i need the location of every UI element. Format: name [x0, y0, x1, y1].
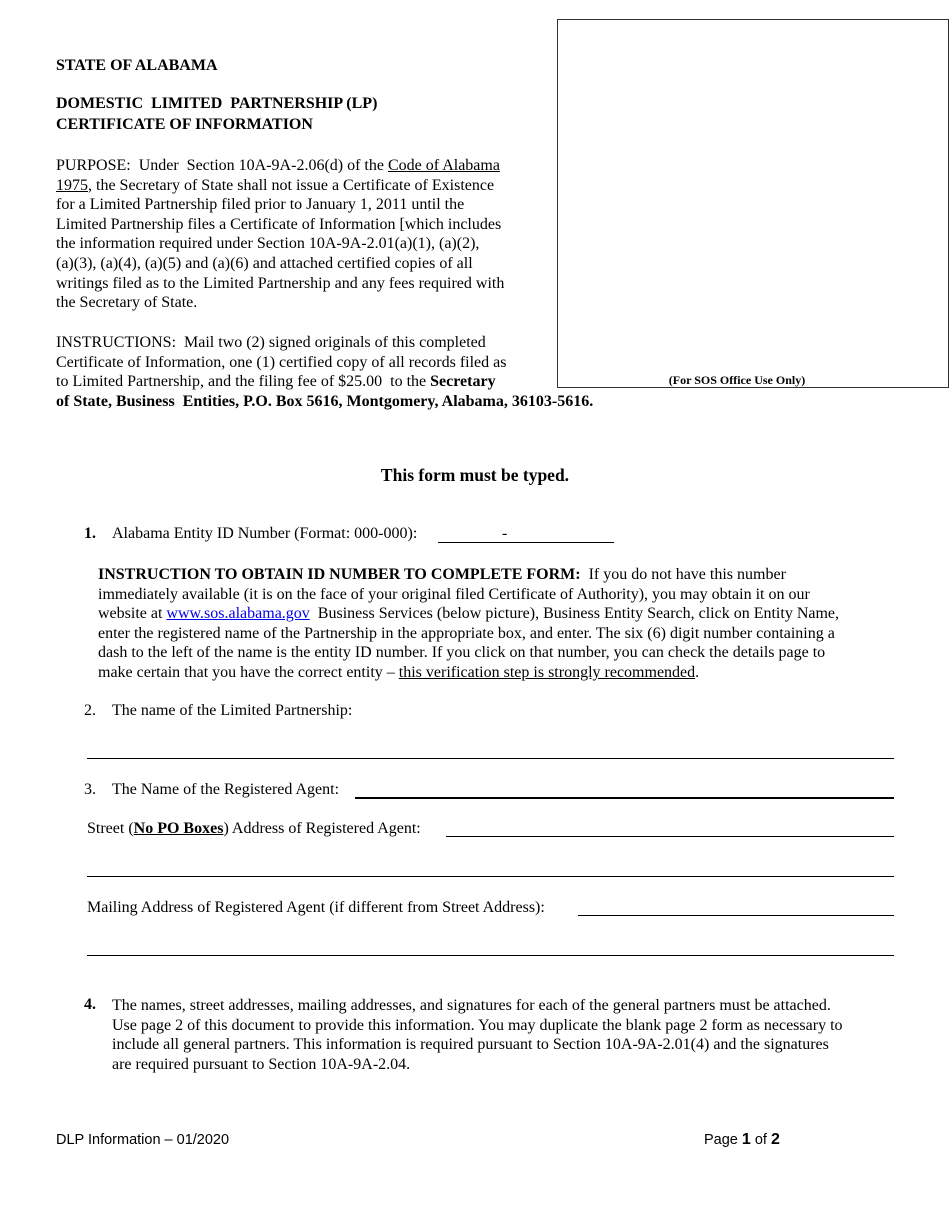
- id-instruction-line6: make certain that you have the correct entity –: [98, 663, 399, 681]
- page-total: 2: [770, 1131, 780, 1148]
- item4-line1: The names, street addresses, mailing addresses, and signatures for each of the general partners must be attached.: [112, 997, 831, 1014]
- id-instruction-line5: dash to the left of the name is the entity ID number. If you click on that number, you can check the details page to: [98, 644, 826, 662]
- id-instruction-line3-pre: website at: [98, 605, 167, 623]
- item4-line3: include all general partners. This information is required pursuant to Section 10A-9A-2.01(4) and the signatures: [112, 1036, 829, 1054]
- item3-number: 3.: [84, 781, 96, 798]
- id-instruction-heading: INSTRUCTION TO OBTAIN ID NUMBER TO COMPLETE FORM:: [98, 566, 581, 583]
- entity-id-label: Alabama Entity ID Number (Format: 000-000):: [112, 525, 418, 542]
- street-address-field-line2[interactable]: [87, 876, 894, 877]
- purpose-intro: PURPOSE: Under Section 10A-9A-2.06(d) of the: [56, 157, 388, 174]
- state-heading: STATE OF ALABAMA: [56, 57, 218, 74]
- verification-note: this verification step is strongly recommended: [398, 663, 696, 681]
- instructions-line3: to Limited Partnership, and the filing fee of $25.00 to the: [56, 373, 431, 391]
- instructions-secretary: Secretary: [430, 373, 496, 391]
- id-instruction-line4: enter the registered name of the Partnership in the appropriate box, and enter. The six (6) digit number containing a: [98, 624, 835, 642]
- instructions-line2: Certificate of Information, one (1) certified copy of all records filed as: [56, 353, 507, 371]
- purpose-line2: , the Secretary of State shall not issue a Certificate of Existence: [88, 176, 495, 194]
- page-current: 1: [741, 1131, 751, 1148]
- form-title-line2: CERTIFICATE OF INFORMATION: [56, 116, 313, 133]
- purpose-paragraph: [56, 156, 551, 313]
- page-number: [704, 1131, 780, 1149]
- registered-agent-label: The Name of the Registered Agent:: [112, 781, 340, 798]
- item4-line2: Use page 2 of this document to provide this information. You may duplicate the blank page 2 form as necessary to: [112, 1016, 843, 1034]
- street-address-pre: Street (: [87, 820, 134, 837]
- general-partners-paragraph: [112, 996, 894, 1074]
- partnership-name-field[interactable]: [87, 758, 894, 759]
- form-title-line1: DOMESTIC LIMITED PARTNERSHIP (LP): [56, 95, 378, 112]
- form-id-footer: DLP Information – 01/2020: [56, 1132, 230, 1148]
- entity-id-field[interactable]: [438, 542, 614, 543]
- id-instruction-block: [98, 565, 894, 683]
- purpose-line8: the Secretary of State.: [56, 294, 198, 312]
- item2-number: 2.: [84, 702, 96, 719]
- instructions-paragraph: [56, 333, 676, 411]
- purpose-line7: writings filed as to the Limited Partnership and any fees required with: [56, 274, 505, 292]
- purpose-line5: the information required under Section 10A-9A-2.01(a)(1), (a)(2),: [56, 235, 480, 253]
- street-address-field[interactable]: [446, 836, 894, 837]
- sos-website-link[interactable]: www.sos.alabama.gov: [166, 605, 310, 623]
- id-instruction-line2: immediately available (it is on the face of your original filed Certificate of Authority), you may obtain it on our: [98, 585, 810, 603]
- id-instruction-line3-rest: Business Services (below picture), Business Entity Search, click on Entity Name,: [309, 605, 840, 623]
- instructions-line1: INSTRUCTIONS: Mail two (2) signed originals of this completed: [56, 334, 486, 351]
- id-instruction-line1: If you do not have this number: [580, 566, 786, 583]
- sos-office-use-label: (For SOS Office Use Only): [668, 373, 806, 387]
- street-address-label: [87, 820, 421, 838]
- registered-agent-field[interactable]: [355, 797, 894, 799]
- mailing-address-field-line2[interactable]: [87, 955, 894, 956]
- mailing-address-label: Mailing Address of Registered Agent (if different from Street Address):: [87, 899, 545, 916]
- item1-number: 1.: [84, 525, 96, 542]
- purpose-line3: for a Limited Partnership filed prior to January 1, 2011 until the: [56, 196, 465, 214]
- purpose-line4: Limited Partnership files a Certificate of Information [which includes: [56, 215, 502, 233]
- id-instruction-period: .: [695, 663, 700, 681]
- item4-line4: are required pursuant to Section 10A-9A-2.04.: [112, 1055, 411, 1073]
- page-of: of: [750, 1132, 771, 1148]
- typed-notice: This form must be typed.: [380, 465, 570, 485]
- code-year-citation: 1975: [56, 176, 88, 194]
- page-word: Page: [704, 1132, 742, 1148]
- mailing-address-field[interactable]: [578, 915, 894, 916]
- street-address-post: ) Address of Registered Agent:: [223, 820, 421, 837]
- no-po-boxes-note: No PO Boxes: [133, 820, 224, 837]
- code-of-alabama-citation: Code of Alabama: [387, 157, 500, 174]
- mailing-address-sos: of State, Business Entities, P.O. Box 5616, Montgomery, Alabama, 36103-5616.: [56, 392, 594, 410]
- entity-id-dash: -: [502, 525, 508, 542]
- item4-number: 4.: [84, 996, 96, 1013]
- purpose-line6: (a)(3), (a)(4), (a)(5) and (a)(6) and attached certified copies of all: [56, 254, 473, 272]
- partnership-name-label: The name of the Limited Partnership:: [112, 702, 353, 719]
